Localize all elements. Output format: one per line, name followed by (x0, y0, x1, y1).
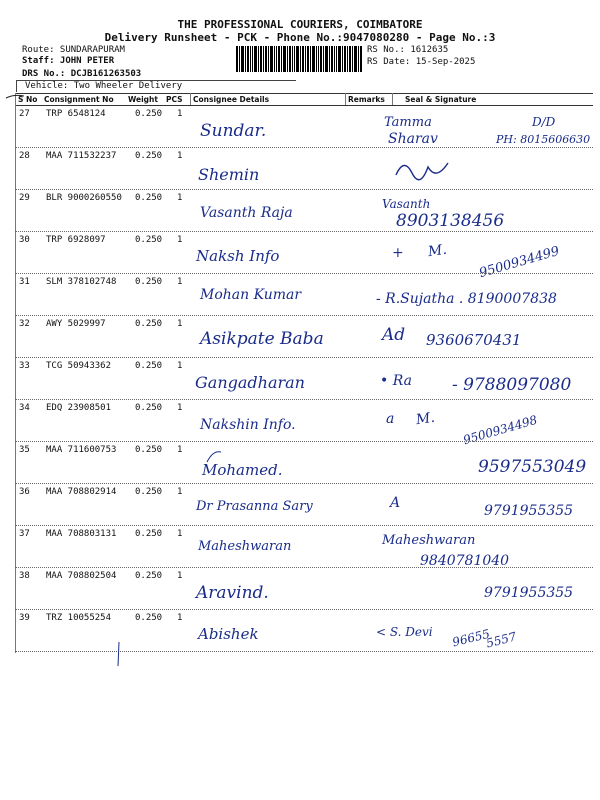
row-separator (15, 147, 593, 148)
row-consignment-no: TCG 50943362 (46, 361, 112, 371)
row-sno: 32 (19, 319, 30, 329)
row-seal-signature: 9500934499 (477, 243, 562, 282)
col-header-remarks: Remarks (348, 95, 385, 104)
company-title: THE PROFESSIONAL COURIERS, COIMBATORE (177, 18, 423, 31)
staff-label: Staff: JOHN PETER (22, 56, 115, 66)
row-seal-signature: PH: 8015606630 (496, 133, 591, 146)
row-seal-signature: M. (426, 241, 448, 261)
row-seal-signature: D/D (532, 115, 556, 129)
row-consignee-signature: Nakshin Info. (200, 417, 296, 433)
row-weight: 0.250 (135, 403, 163, 413)
row-pcs: 1 (177, 529, 183, 539)
signature-scribble-icon (392, 155, 452, 185)
row-sno: 39 (19, 613, 30, 623)
row-weight: 0.250 (135, 487, 163, 497)
row-seal-signature: Sharav (388, 131, 438, 147)
row-consignee-signature: Asikpate Baba (200, 329, 324, 349)
row-pcs: 1 (177, 319, 183, 329)
row-consignment-no: AWY 5029997 (46, 319, 106, 329)
row-consignment-no: TRP 6548124 (46, 109, 106, 119)
table-left-border (15, 93, 16, 653)
row-weight: 0.250 (135, 235, 163, 245)
row-seal-signature: 96655 (450, 626, 492, 650)
row-seal-signature: 5557 (484, 629, 518, 651)
row-weight: 0.250 (135, 571, 163, 581)
row-seal-signature: + (392, 245, 404, 261)
col-header-sno: S No (18, 95, 38, 104)
row-consignee-signature: Naksh Info (196, 247, 280, 265)
row-seal-signature: A (390, 495, 401, 511)
row-separator (15, 567, 593, 568)
row-consignment-no: TRP 6928097 (46, 235, 106, 245)
col-header-weight: Weight (128, 95, 158, 104)
row-pcs: 1 (177, 109, 183, 119)
row-seal-signature: 8903138456 (396, 211, 505, 231)
row-consignee-signature: Vasanth Raja (200, 205, 293, 221)
row-consignment-no: BLR 9000260550 (46, 193, 122, 203)
row-pcs: 1 (177, 445, 183, 455)
row-consignment-no: EDQ 23908501 (46, 403, 112, 413)
row-sno: 30 (19, 235, 30, 245)
row-seal-signature: - R.Sujatha . 8190007838 (376, 291, 557, 307)
row-weight: 0.250 (135, 277, 163, 287)
row-weight: 0.250 (135, 613, 163, 623)
col-header-seal: Seal & Signature (405, 95, 477, 104)
row-separator (15, 399, 593, 400)
row-consignee-signature: Mohan Kumar (200, 287, 302, 303)
row-separator (15, 273, 593, 274)
row-weight: 0.250 (135, 361, 163, 371)
rs-number: RS No.: 1612635 (367, 45, 449, 55)
row-consignee-signature: Shemin (198, 165, 260, 184)
row-consignee-signature: Sundar. (200, 121, 267, 141)
header-divider (392, 93, 393, 105)
row-seal-signature: < S. Devi (376, 625, 433, 639)
row-weight: 0.250 (135, 151, 163, 161)
row-sno: 31 (19, 277, 30, 287)
row-separator (15, 483, 593, 484)
row-consignment-no: MAA 708803131 (46, 529, 117, 539)
row-consignment-no: MAA 711532237 (46, 151, 117, 161)
col-header-consignment: Consignment No (44, 95, 114, 104)
row-separator (15, 231, 593, 232)
row-seal-signature: • Ra (380, 373, 412, 389)
row-seal-signature: Tamma (384, 115, 432, 130)
row-consignment-no: MAA 708802504 (46, 571, 117, 581)
barcode-icon (236, 46, 362, 72)
row-sno: 33 (19, 361, 30, 371)
row-sno: 35 (19, 445, 30, 455)
row-consignment-no: SLM 378102748 (46, 277, 117, 287)
row-seal-signature: M. (414, 409, 436, 429)
row-consignee-signature: Dr Prasanna Sary (196, 499, 313, 514)
row-sno: 29 (19, 193, 30, 203)
vehicle-label: Vehicle: Two Wheeler Delivery (16, 80, 296, 92)
pen-mark (4, 92, 28, 102)
row-separator (15, 525, 593, 526)
row-weight: 0.250 (135, 109, 163, 119)
row-sno: 34 (19, 403, 30, 413)
row-pcs: 1 (177, 613, 183, 623)
row-pcs: 1 (177, 571, 183, 581)
row-weight: 0.250 (135, 445, 163, 455)
col-header-pcs: PCS (166, 95, 183, 104)
row-separator (15, 315, 593, 316)
row-seal-signature: Vasanth (382, 197, 431, 211)
row-consignment-no: MAA 708802914 (46, 487, 117, 497)
row-separator (15, 651, 593, 652)
row-seal-signature: - 9788097080 (452, 375, 572, 395)
route-label: Route: SUNDARAPURAM (22, 45, 125, 55)
row-seal-signature: a (386, 411, 395, 427)
row-pcs: 1 (177, 277, 183, 287)
row-seal-signature: 9791955355 (484, 503, 574, 519)
row-pcs: 1 (177, 151, 183, 161)
row-weight: 0.250 (135, 529, 163, 539)
row-seal-signature: Ad (382, 325, 406, 345)
row-separator (15, 609, 593, 610)
row-weight: 0.250 (135, 319, 163, 329)
row-separator (15, 189, 593, 190)
row-pcs: 1 (177, 193, 183, 203)
row-consignment-no: TRZ 10055254 (46, 613, 112, 623)
row-separator (15, 357, 593, 358)
pen-mark (205, 448, 225, 464)
row-sno: 27 (19, 109, 30, 119)
row-consignment-no: MAA 711600753 (46, 445, 117, 455)
row-seal-signature: 9840781040 (420, 553, 510, 569)
drs-label: DRS No.: DCJB161263503 (22, 69, 142, 79)
row-seal-signature: Maheshwaran (382, 533, 476, 548)
row-consignee-signature: Aravind. (196, 583, 269, 603)
row-seal-signature: 9500934498 (461, 412, 539, 448)
row-sno: 36 (19, 487, 30, 497)
table-top-rule (15, 93, 593, 94)
pen-mark (115, 640, 123, 670)
row-consignee-signature: Maheshwaran (198, 539, 292, 554)
header-bottom-rule (15, 105, 593, 106)
row-weight: 0.250 (135, 193, 163, 203)
row-sno: 38 (19, 571, 30, 581)
row-seal-signature: 9597553049 (478, 457, 587, 477)
row-seal-signature: 9360670431 (426, 331, 522, 349)
header-divider (345, 93, 346, 105)
row-pcs: 1 (177, 487, 183, 497)
row-consignee-signature: Abishek (198, 625, 259, 643)
row-consignee-signature: Gangadharan (195, 373, 305, 392)
row-separator (15, 441, 593, 442)
row-pcs: 1 (177, 403, 183, 413)
runsheet-subtitle: Delivery Runsheet - PCK - Phone No.:9047080280 - Page No.:3 (104, 31, 496, 44)
row-pcs: 1 (177, 361, 183, 371)
row-sno: 37 (19, 529, 30, 539)
row-consignee-signature: Mohamed. (202, 461, 283, 479)
header-divider (190, 93, 191, 105)
rs-date: RS Date: 15-Sep-2025 (367, 57, 476, 67)
row-sno: 28 (19, 151, 30, 161)
row-seal-signature: 9791955355 (484, 585, 574, 601)
col-header-consignee: Consignee Details (193, 95, 270, 104)
row-pcs: 1 (177, 235, 183, 245)
